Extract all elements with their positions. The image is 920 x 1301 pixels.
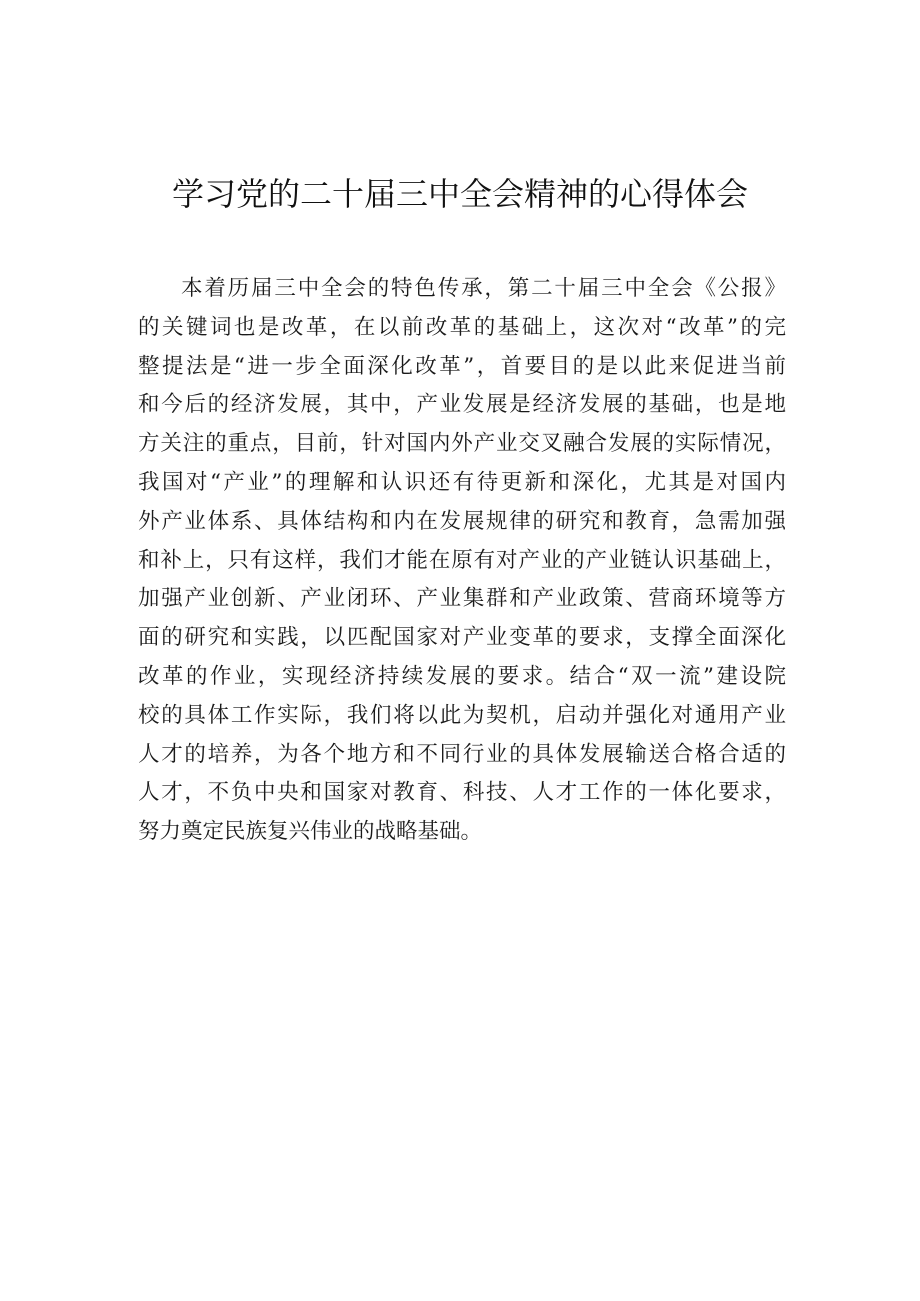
body-line: 整提法是“进一步全面深化改革”，首要目的是以此来促进当前 xyxy=(138,353,786,379)
body-line-last: 努力奠定民族复兴伟业的战略基础。 xyxy=(138,819,483,845)
body-line: 面的研究和实践，以匹配国家对产业变革的要求，支撑全面深化 xyxy=(138,625,786,651)
body-line: 改革的作业，实现经济持续发展的要求。结合“双一流”建设院 xyxy=(138,663,786,689)
document-body xyxy=(138,270,786,852)
body-line: 的关键词也是改革，在以前改革的基础上，这次对“改革”的完 xyxy=(138,314,786,340)
document-title: 学习党的二十届三中全会精神的心得体会 xyxy=(171,175,748,213)
body-line: 方关注的重点，目前，针对国内外产业交叉融合发展的实际情况， xyxy=(138,431,786,457)
body-line: 人才的培养，为各个地方和不同行业的具体发展输送合格合适的 xyxy=(138,741,786,767)
body-line: 校的具体工作实际，我们将以此为契机，启动并强化对通用产业 xyxy=(138,702,786,728)
body-line: 人才，不负中央和国家对教育、科技、人才工作的一体化要求， xyxy=(138,780,786,806)
body-line: 本着历届三中全会的特色传承，第二十届三中全会《公报》 xyxy=(181,276,786,301)
body-line: 和补上，只有这样，我们才能在原有对产业的产业链认识基础上， xyxy=(138,547,786,573)
body-line: 加强产业创新、产业闭环、产业集群和产业政策、营商环境等方 xyxy=(138,586,786,612)
body-line: 我国对“产业”的理解和认识还有待更新和深化，尤其是对国内 xyxy=(138,469,786,495)
body-line: 和今后的经济发展，其中，产业发展是经济发展的基础，也是地 xyxy=(138,392,786,418)
body-line: 外产业体系、具体结构和内在发展规律的研究和教育，急需加强 xyxy=(138,508,786,534)
